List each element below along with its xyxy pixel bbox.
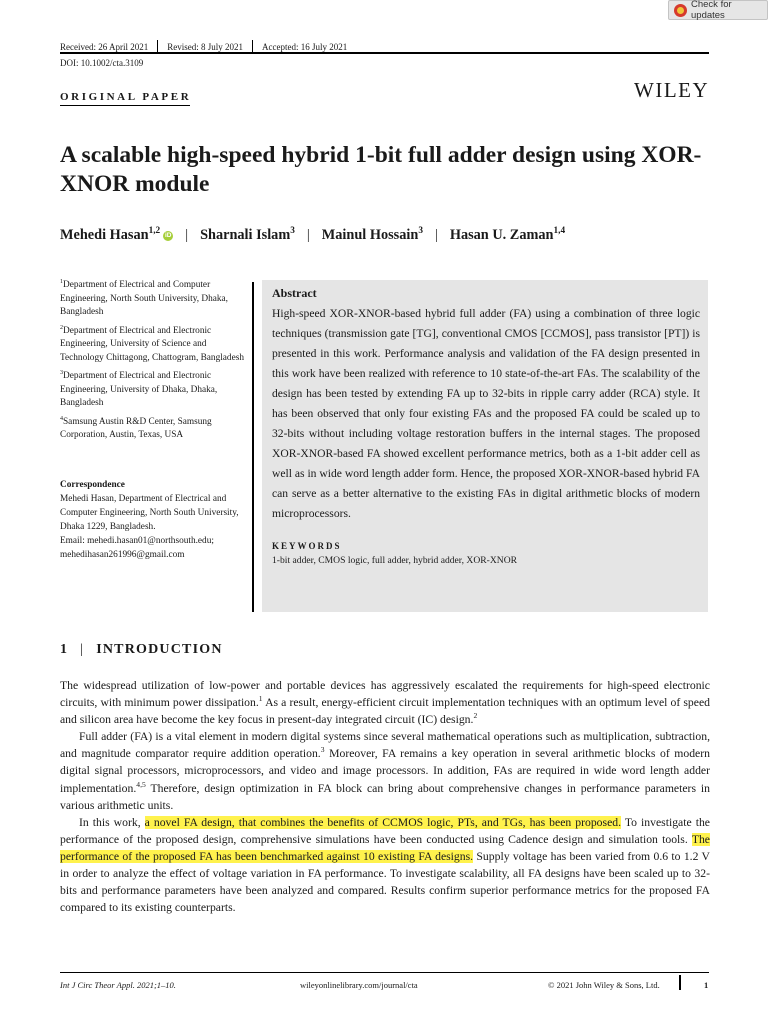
check-for-updates-button[interactable] [668, 0, 768, 20]
header-rule [60, 52, 709, 54]
author-separator: | [306, 227, 310, 243]
affiliation: $^4$Samsung Austin R&D Center, Samsung Corporation, Austin, Texas, USA [60, 415, 212, 440]
citation[interactable]: 1 [258, 694, 263, 704]
section-title: INTRODUCTION [96, 642, 223, 657]
footer-rule [60, 972, 709, 973]
author-separator: | [185, 227, 189, 243]
highlighted-text: a novel FA design, that combines the benefits of CCMOS logic, PTs, and TGs, has been proposed. [144, 815, 622, 829]
abstract-box [262, 280, 708, 612]
article-type: ORIGINAL PAPER [60, 91, 192, 103]
correspondence-address: Mehedi Hasan, Department of Electrical and Computer Engineering, North South University, Dhaka 1229, Bangladesh. [60, 494, 239, 532]
affiliation: $^1$Department of Electrical and Computer Engineering, North South University, Dhaka, Bangladesh [60, 278, 229, 317]
keywords: 1-bit adder, CMOS logic, full adder, hybrid adder, XOR-XNOR [272, 555, 518, 566]
check-for-updates-label: Check for updates [691, 0, 732, 21]
received-date: Received: 26 April 2021 [60, 41, 149, 52]
accepted-date: Accepted: 16 July 2021 [261, 41, 348, 52]
affiliations [60, 279, 250, 448]
author[interactable]: Hasan U. Zaman$^{1,4}$ [449, 226, 566, 243]
paper-title: A scalable high-speed hybrid 1-bit full adder design using XOR-XNOR module [60, 142, 702, 197]
journal-citation: Int J Circ Theor Appl. 2021;1–10. [60, 980, 176, 990]
paragraph: The widespread utilization of low-power and portable devices has aggressively escalated the requirements for high-speed electronic circuits, with minimum power dissipation.$^1$ As a result, energy-efficient circuit implementation techniques with an optimum level of speed and silicon area have become the key focus in present-day integrated circuit (IC) design.$^2$ [60, 679, 710, 727]
revised-date: Revised: 8 July 2021 [167, 41, 243, 52]
doi[interactable]: DOI: 10.1002/cta.3109 [60, 58, 144, 68]
body-text [60, 677, 710, 916]
affiliation: $^3$Department of Electrical and Electronic Engineering, University of Dhaka, Dhaka, Bangladesh [60, 369, 218, 408]
copyright: © 2021 John Wiley & Sons, Ltd. [548, 980, 660, 990]
citation[interactable]: 2 [473, 711, 478, 721]
crossmark-icon [674, 4, 687, 17]
article-type-rule [60, 105, 190, 106]
section-heading [60, 642, 223, 658]
paragraph: In this work, a novel FA design, that combines the benefits of CCMOS logic, PTs, and TGs, has been proposed. To investigate the performance of the proposed design, comprehensive simulations have been conducted using Cadence design and simulation tools. The performance of the proposed FA has been benchmarked against 10 existing FA designs. Supply voltage has been varied from 0.6 to 1.2 V in order to analyze the effect of voltage variation in FA performance. To investigate scalability, all FA designs have been scaled up to 32-bits and performance parameters have been analyzed and compared. Results confirm superior performance metrics for the proposed FA compared to its existing counterparts. [60, 815, 710, 915]
abstract-heading: Abstract [272, 286, 317, 300]
author[interactable]: Mehedi Hasan$^{1,2}$ [60, 226, 161, 243]
affiliation: $^2$Department of Electrical and Electronic Engineering, University of Science and Technology Chittagong, Chattogram, Bangladesh [60, 324, 244, 363]
journal-url[interactable]: wileyonlinelibrary.com/journal/cta [300, 980, 418, 990]
author-separator: | [434, 227, 438, 243]
citation[interactable]: 3 [320, 745, 325, 755]
author[interactable]: Sharnali Islam$^3$ [200, 226, 295, 243]
orcid-icon[interactable]: iD [164, 231, 172, 239]
page-number: 1 [704, 980, 709, 990]
correspondence-email[interactable]: Email: mehedi.hasan01@northsouth.edu; mehedihasan261996@gmail.com [60, 536, 214, 560]
highlighted-text: The performance of the proposed FA has been benchmarked against 10 existing FA designs. [60, 832, 710, 863]
author[interactable]: Mainul Hossain$^3$ [321, 226, 423, 243]
section-number: 1 [60, 642, 69, 657]
abstract-divider [252, 282, 254, 612]
publisher-logo: WILEY [634, 78, 710, 102]
paragraph: Full adder (FA) is a vital element in modern digital systems since several mathematical operations such as multiplication, subtraction, and magnitude comparator require addition operation.$^3$ Moreover, FA remains a key operation in several arithmetic blocks of modern digital signal processors, microprocessors, and video and image processors. In addition, FAs are required in wide word length adder implementation.$^{4,5}$ Therefore, design optimization in FA block can bring about comprehensive changes in performance parameters in various arithmetic units. [60, 730, 710, 812]
citation[interactable]: 4,5 [136, 779, 146, 789]
keywords-heading: KEYWORDS [272, 541, 342, 551]
abstract-text: High-speed XOR-XNOR-based hybrid full adder (FA) using a combination of three logic techniques (transmission gate [TG], conventional CMOS [CCMOS], pass transistor [PT]) is presented in this work. Performance analysis and validation of the FA design presented in this work have been realized with reference to 10 state-of-the-art FAs. The scalability of the design has been tested by extending FA up to 32-bits in ripple carry adder (RCA) style. It has been observed that only four existing FAs and the proposed FA could be scaled up to 32-bits without including voltage restoration buffers in the internal stages. The proposed XOR-XNOR-based FA showed excellent performance metrics, both as a 1-bit adder cell as well as in wide word length adder form. Hence, the proposed XOR-XNOR-based hybrid FA can serve as a better alternative to the existing FAs in digital arithmetic blocks of modern microprocessors. [272, 307, 700, 520]
author-list [60, 227, 720, 244]
correspondence [60, 478, 250, 562]
section-separator: | [80, 642, 85, 657]
correspondence-heading: Correspondence [60, 480, 125, 490]
footer-divider [679, 975, 681, 990]
